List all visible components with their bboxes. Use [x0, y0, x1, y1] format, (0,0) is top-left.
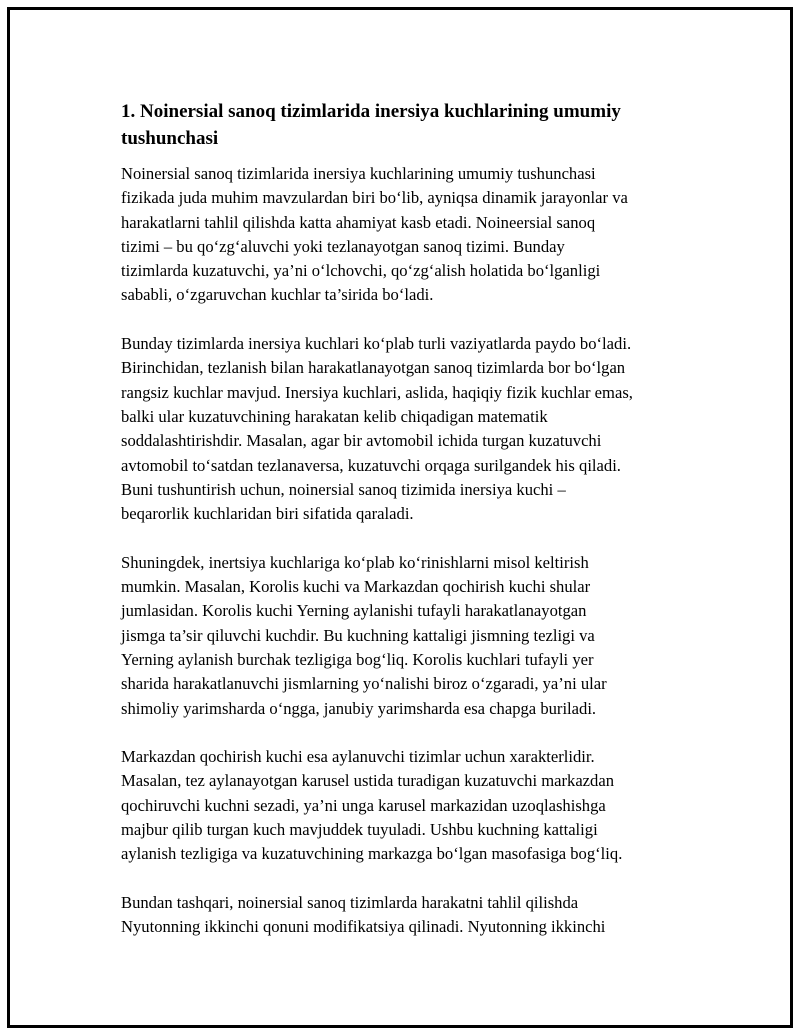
- text-line: sharida harakatlanuvchi jismlarning yo‘nalishi biroz o‘zgaradi, ya’ni ular: [121, 674, 607, 694]
- text-line: Bunday tizimlarda inersiya kuchlari ko‘plab turli vaziyatlarda paydo bo‘ladi.: [121, 334, 632, 354]
- text-line: majbur qilib turgan kuch mavjuddek tuyuladi. Ushbu kuchning kattaligi: [121, 820, 598, 840]
- text-line: Bundan tashqari, noinersial sanoq tizimlarda harakatni tahlil qilishda: [121, 892, 579, 912]
- text-line: sababli, o‘zgaruvchan kuchlar ta’sirida bo‘ladi.: [121, 285, 434, 305]
- text-line: jismga ta’sir qiluvchi kuchdir. Bu kuchning kattaligi jismning tezligi va: [121, 625, 595, 645]
- section-heading: [121, 98, 701, 152]
- text-line: soddalashtirishdir. Masalan, agar bir avtomobil ichida turgan kuzatuvchi: [121, 431, 602, 451]
- text-line: Yerning aylanish burchak tezligiga bog‘liq. Korolis kuchlari tufayli yer: [121, 649, 594, 669]
- text-line: tizimlarda kuzatuvchi, ya’ni o‘lchovchi, qo‘zg‘alish holatida bo‘lganligi: [121, 261, 601, 281]
- text-line: Masalan, tez aylanayotgan karusel ustida turadigan kuzatuvchi markazdan: [121, 771, 615, 791]
- page-frame: [7, 7, 793, 1028]
- paragraph-3: [121, 551, 701, 721]
- text-line: rangsiz kuchlar mavjud. Inersiya kuchlari, aslida, haqiqiy fizik kuchlar emas,: [121, 382, 633, 402]
- text-line: beqarorlik kuchlaridan biri sifatida qaraladi.: [121, 504, 414, 524]
- text-line: Nyutonning ikkinchi qonuni modifikatsiya qilinadi. Nyutonning ikkinchi: [121, 917, 606, 937]
- heading-line: 1. Noinersial sanoq tizimlarida inersiya kuchlarining umumiy: [121, 101, 621, 122]
- paragraph-4: [121, 745, 701, 866]
- text-line: tizimi – bu qo‘zg‘aluvchi yoki tezlanayotgan sanoq tizimi. Bunday: [121, 236, 565, 256]
- text-line: Birinchidan, tezlanish bilan harakatlanayotgan sanoq tizimlarda bor bo‘lgan: [121, 358, 626, 378]
- text-line: qochiruvchi kuchni sezadi, ya’ni unga karusel markazidan uzoqlashishga: [121, 795, 606, 815]
- paragraph-5: [121, 891, 701, 940]
- document-body: [121, 98, 701, 964]
- text-line: Noinersial sanoq tizimlarida inersiya kuchlarining umumiy tushunchasi: [121, 164, 596, 183]
- text-line: Shuningdek, inertsiya kuchlariga ko‘plab ko‘rinishlarni misol keltirish: [121, 552, 589, 572]
- text-line: Markazdan qochirish kuchi esa aylanuvchi tizimlar uchun xarakterlidir.: [121, 747, 595, 767]
- text-line: mumkin. Masalan, Korolis kuchi va Markazdan qochirish kuchi shular: [121, 577, 591, 597]
- text-line: balki ular kuzatuvchining harakatan kelib chiqadigan matematik: [121, 406, 548, 426]
- text-line: avtomobil to‘satdan tezlanaversa, kuzatuvchi orqaga surilgandek his qiladi.: [121, 455, 621, 475]
- paragraph-1: [121, 162, 701, 308]
- text-line: jumlasidan. Korolis kuchi Yerning aylanishi tufayli harakatlanayotgan: [121, 601, 587, 621]
- text-line: harakatlarni tahlil qilishda katta ahamiyat kasb etadi. Noineersial sanoq: [121, 212, 596, 232]
- text-line: fizikada juda muhim mavzulardan biri bo‘lib, ayniqsa dinamik jarayonlar va: [121, 188, 628, 208]
- text-line: shimoliy yarimsharda o‘ngga, janubiy yarimsharda esa chapga buriladi.: [121, 698, 597, 718]
- text-line: Buni tushuntirish uchun, noinersial sanoq tizimida inersiya kuchi –: [121, 479, 566, 499]
- text-line: aylanish tezligiga va kuzatuvchining markazga bo‘lgan masofasiga bog‘liq.: [121, 844, 623, 864]
- heading-line: tushunchasi: [121, 128, 219, 149]
- paragraph-2: [121, 332, 701, 526]
